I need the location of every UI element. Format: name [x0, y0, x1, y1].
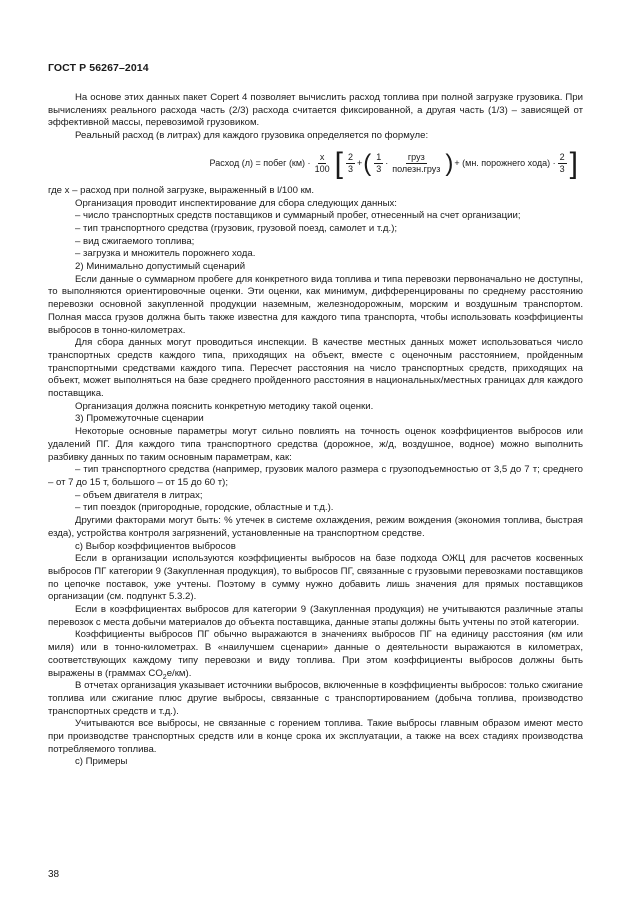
paragraph: Некоторые основные параметры могут сильно повлиять на точность оценок коэффициентов выбросов или удалений ПГ. Для каждого типа транспортного средства (дорожное, ж/д, воздушное, водное) можно выполнить разбивку данных по таким основным параметрам, как: — [48, 426, 583, 463]
fuel-consumption-formula — [48, 146, 583, 182]
section-heading: с) Выбор коэффициентов выбросов — [75, 540, 236, 552]
bracket-close: ] — [569, 146, 578, 180]
formula-lhs: Расход (л) = побег (км) · — [209, 158, 311, 169]
fraction-cargo: $\frac{\text{груз}}{\text{полезн.груз}}$ — [392, 152, 441, 175]
paren-close: ) — [445, 149, 454, 177]
paragraph: Коэффициенты выбросов ПГ обычно выражаются в значениях выбросов ПГ на единицу расстояния (км или миля) или в тонно-километрах. В «наилучшем сценарии» данные о деятельности выражаются в километрах, соответствующих каждому типу перевозки и виду топлива. При этом коэффициенты выбросов должны быть выражены в (граммах $CO_2e/км$). — [48, 629, 583, 681]
paragraph: Если данные о суммарном пробеге для конкретного вида топлива и типа перевозки первоначально не доступны, то выполняются ориентировочные оценки. Эти оценки, как минимум, дифференцированы по среднему расстоянию перевозки основной закупленной продукции наземным, железнодорожным, морским и воздушным транспортом. Полная масса грузов должна быть также известна для каждого типа транспорта, чтобы использовать коэффициенты выбросов в тонно-километрах. — [48, 273, 583, 336]
numerator: x — [319, 152, 325, 163]
paragraph: В отчетах организация указывает источники выбросов, включенные в коэффициенты выбросов: только сжигание топлива или сжигание плюс другие выбросы, связанные с транспортированием (добыча топлива, производство транспортных средств и т.д.). — [48, 680, 583, 717]
plus-sign: + — [356, 158, 363, 169]
paren-open: ( — [363, 149, 372, 177]
list-item: – тип транспортного средства (грузовик, грузовой поезд, самолет и т.д.); — [75, 222, 398, 234]
bracket-open: [ — [334, 146, 343, 180]
paragraph: Для сбора данных могут проводиться инспекции. В качестве местных данных может использоваться число транспортных средств каждого типа, приходящих на объект, вместе с оценочным расстоянием, пройденным транспортными средствами каждого типа. Пересчет расстояния на число транспортных средств, приходящих на объект, может выполняться на базе среднего пройденного расстояния в национальных/местных границах для каждого поставщика. — [48, 337, 583, 400]
fraction-1-3: $\frac{1}{3}$ — [376, 152, 382, 175]
paragraph: Реальный расход (в литрах) для каждого грузовика определяется по формуле: — [75, 130, 429, 142]
fraction-2-3-b: $\frac{2}{3}$ — [559, 152, 565, 175]
paragraph: Другими факторами могут быть: % утечек в системе охлаждения, режим вождения (экономия топлива, быстрая езда), устройства контроля загрязнений, установленные на транспортном средстве. — [48, 515, 583, 539]
document-body — [48, 92, 583, 769]
paragraph: Если в организации используются коэффициенты выбросов на базе подхода ОЖЦ для расчетов косвенных выбросов ПГ категории 9 (Закупленная продукция), то выбросов ПГ, связанные с грузовыми перевозками поставщиков по цепочке поставок, уже учтены. Поэтому в сумму нужно добавить лишь значения для прямых поставщиков организации (см. подпункт 5.3.2). — [48, 553, 583, 603]
list-item: – вид сжигаемого топлива; — [75, 235, 195, 247]
paragraph: Организация проводит инспектирование для сбора следующих данных: — [75, 197, 397, 209]
section-heading: 2) Минимально допустимый сценарий — [75, 261, 246, 273]
list-item: – число транспортных средств поставщиков и суммарный пробег, отнесенный на счет организации; — [75, 210, 521, 222]
paragraph: Если в коэффициентах выбросов для категории 9 (Закупленная продукция) не учитываются различные этапы перевозок с места добычи материалов до объекта поставщика, данные этапы должны быть учтены по этой категории. — [48, 604, 583, 628]
co2-subscript: 2 — [162, 673, 167, 681]
section-heading: 3) Промежуточные сценарии — [75, 413, 204, 425]
empty-run-term: + (мн. порожнего хода) · — [454, 158, 556, 169]
paragraph: где x – расход при полной загрузке, выраженный в l/100 км. — [48, 184, 315, 196]
fraction-x-100 — [313, 152, 332, 175]
list-item: – тип поездок (пригородные, городские, областные и т.д.). — [75, 502, 334, 514]
list-item: – объем двигателя в литрах; — [75, 489, 203, 501]
fraction-2-3: $\frac{2}{3}$ — [347, 152, 353, 175]
denominator: 100 — [314, 164, 330, 175]
multiply-dot: · — [385, 158, 389, 169]
page-header: ГОСТ Р 56267–2014 — [48, 62, 149, 74]
paragraph: На основе этих данных пакет Copert 4 позволяет вычислить расход топлива при полной загрузке грузовика. При вычислениях реального расхода часть (2/3) расхода считается фиксированной, а другая часть (1/3) – зависящей от эффективной массы, перевозимой грузовиком. — [48, 92, 583, 129]
paragraph: Организация должна пояснить конкретную методику такой оценки. — [75, 400, 374, 412]
section-heading: с) Примеры — [75, 756, 128, 768]
paragraph: Учитываются все выбросы, не связанные с горением топлива. Такие выбросы главным образом имеют место при производстве транспортных средств или в конце срока их эксплуатации, а также на всех стадиях производства потребляемого топлива. — [48, 718, 583, 755]
list-item: – тип транспортного средства (например, грузовик малого размера с грузоподъемностью от 3,5 до 7 т; среднего – от 7 до 15 т, большого – от 15 до 60 т); — [48, 464, 583, 488]
list-item: – загрузка и множитель порожнего хода. — [75, 248, 256, 260]
page-number: 38 — [48, 869, 60, 880]
